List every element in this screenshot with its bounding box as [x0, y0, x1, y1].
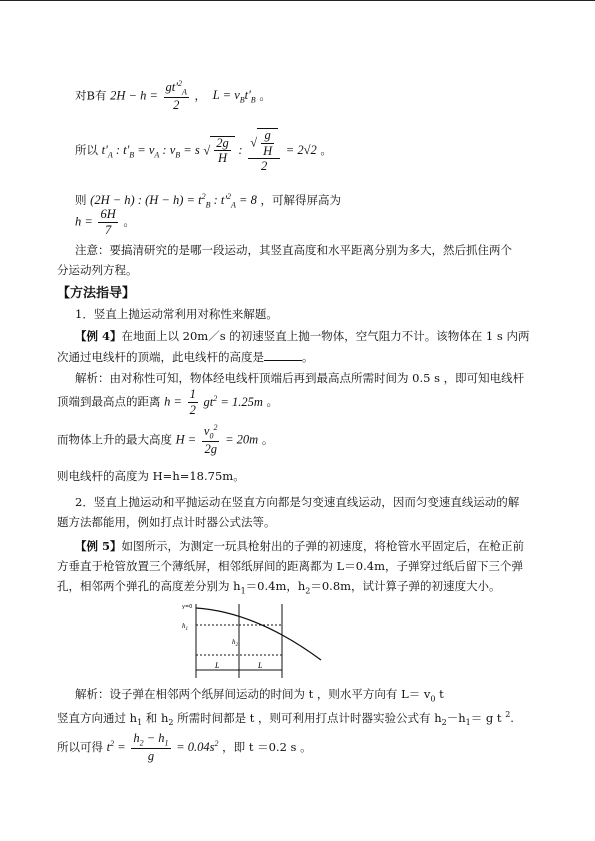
- equation-line-2: 所以 $t'_A$ : $t'_B = v_A$ : $v_B = s$ √ $\frac{2g}{H}$ : √ $\frac{g}{H}$ 2 = 2√2 。: [75, 128, 332, 174]
- label-L1: L: [215, 661, 220, 670]
- note-line-1: 注意：要搞清研究的是哪一段运动，其竖直高度和水平距离分别为多大，然后抓住两个: [75, 243, 512, 257]
- solution-5-line-3: 所以可得 $t^2$ = $\frac{h_2 - h_1}{g}$ = $0.04s^2$ ，即 t ＝0.2 s 。: [57, 731, 312, 764]
- example-5-line-3: 孔，相邻两个弹孔的高度差分别为 $h_1=0.4m$，$h_2=0.8m$，试计算子弹的初速度大小。: [57, 579, 501, 596]
- example-5-line-2: 方垂直于枪管放置三个薄纸屏，相邻纸屏间的距离都为 L＝0.4m，子弹穿过纸后留下三个弹: [57, 559, 523, 573]
- solution-4-line-2: 顶端到最高点的距离 h = $\frac{1}{2}$ $gt^2 = 1.25m$ 。: [57, 387, 279, 417]
- equation-line-3: 则 (2H − h) : $(H - h) = t^2_B$ : $t'^2_A = 8$ ，可解得屏高为: [75, 192, 341, 210]
- section-heading: 【方法指导】: [57, 286, 136, 301]
- solution-5-line-1: 解析：设子弹在相邻两个纸屏间运动的时间为 t ，则水平方向有 $L= v_0$ t: [75, 687, 444, 704]
- fraction: $\frac{gt'^2_A}{2}$: [165, 79, 187, 113]
- trajectory-curve: [196, 608, 321, 660]
- note-line-2: 分运动列方程。: [57, 263, 138, 277]
- top-border: [0, 0, 595, 1]
- example-4-line-2: 次通过电线杆的顶端，此电线杆的高度是 。: [57, 350, 314, 364]
- example-4-line-1: 【例 4】在地面上以 20m／s 的初速竖直上抛一物体，空气阻力不计。该物体在 1 s 内两: [75, 329, 530, 343]
- equation-line-4: h = $\frac{6H}{7}$ 。: [75, 207, 135, 237]
- method-point-1: 1．竖直上抛运动常利用对称性来解题。: [75, 307, 278, 321]
- solution-5-line-2: 竖直方向通过 $h_1$ 和 $h_2$ 所需时间都是 t ，则可利用打点计时器实验公式有 $h_2-h_1= g$ t $^2$.: [57, 710, 514, 728]
- label-h1: $h_1$: [182, 622, 188, 632]
- label-y0: y=0: [182, 604, 193, 610]
- label-L2: L: [258, 661, 263, 670]
- equation-line-1: 对B有 2H − h = $\frac{gt'^2_A}{2}$ ， $L = v_Bt'_B$ 。: [75, 79, 271, 113]
- method-point-2-line-2: 题方法都能用，例如打点计时器公式法等。: [57, 515, 276, 529]
- sqrt: √ $\frac{2g}{H}$: [203, 136, 234, 166]
- label-h2: $h_2$: [232, 638, 238, 648]
- solution-4-line-4: 则电线杆的高度为 H=h=18.75m。: [57, 469, 245, 483]
- method-point-2-line-1: 2．竖直上抛运动和平抛运动在竖直方向都是匀变速直线运动，因而匀变速直线运动的解: [75, 495, 520, 509]
- solution-4-line-3: 而物体上升的最大高度 H = $\frac{v_0^2}{2g}$ = 20m 。: [57, 423, 274, 457]
- text-lead: 对B有: [75, 88, 107, 103]
- solution-4-line-1: 解析：由对称性可知，物体经电线杆顶端后再到最高点所需时间为 0.5 s ，即可知电线杆: [75, 371, 525, 385]
- answer-blank: [264, 350, 302, 361]
- example-5-line-1: 【例 5】如图所示，为测定一玩具枪射出的子弹的初速度，将枪管水平固定后，在枪正前: [75, 539, 525, 553]
- bullet-trajectory-figure: [176, 600, 326, 682]
